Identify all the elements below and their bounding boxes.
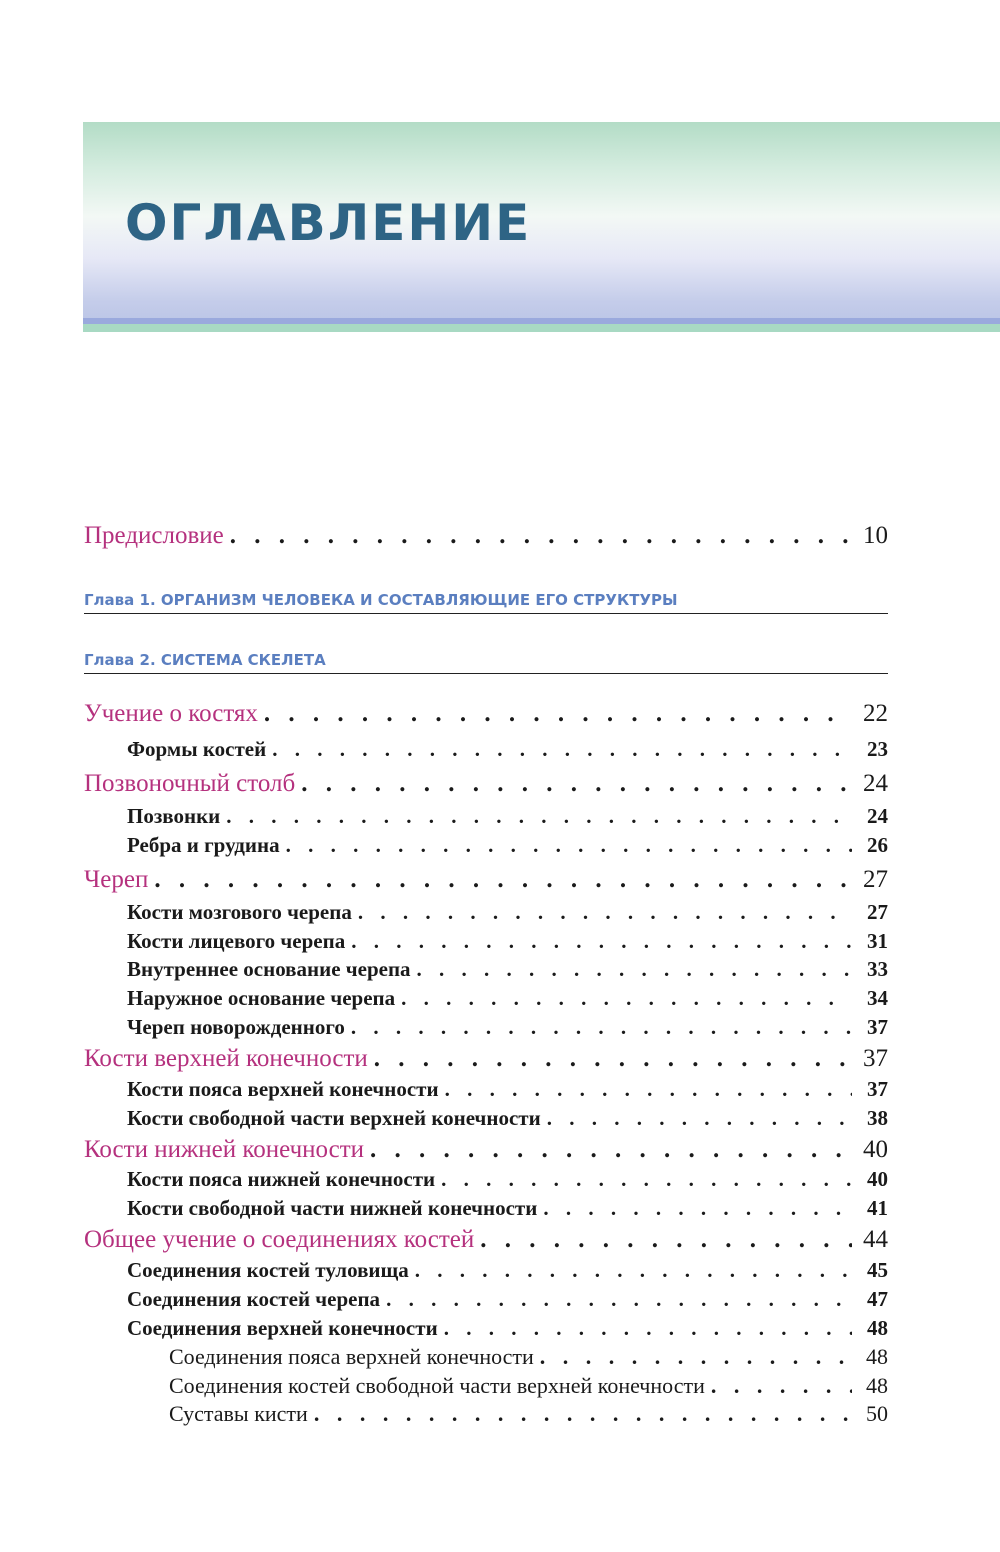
toc-entry[interactable] — [84, 1106, 888, 1131]
toc-entry-label: Соединения пояса верхней конечности — [169, 1344, 534, 1369]
banner-stripe-green — [83, 324, 1000, 332]
toc-entry[interactable] — [84, 1045, 888, 1073]
toc-entry-label: Череп новорожденного — [127, 1015, 345, 1039]
leader-dots — [264, 700, 852, 728]
leader-dots — [286, 833, 852, 858]
toc-entry-label: Формы костей — [127, 737, 267, 761]
toc-entry-label: Ребра и грудина — [127, 833, 280, 857]
toc-entry-label: Кости пояса верхней конечности — [127, 1077, 439, 1101]
toc-entry-label: Внутреннее основание черепа — [127, 957, 411, 981]
leader-dots — [445, 1077, 852, 1102]
toc-page-number: 10 — [863, 522, 888, 549]
toc-page-number: 41 — [867, 1196, 888, 1220]
chapter-heading-2[interactable]: Глава 2. СИСТЕМА СКЕЛЕТА — [84, 651, 888, 674]
toc-entry[interactable] — [84, 866, 888, 894]
toc-page-number: 50 — [866, 1401, 888, 1426]
toc-entry-label: Позвоночный столб — [84, 770, 296, 797]
toc-entry[interactable] — [84, 1344, 888, 1370]
toc-entry-label: Кости мозгового черепа — [127, 900, 352, 924]
toc-page-number: 48 — [867, 1316, 888, 1340]
toc-entry[interactable] — [84, 1196, 888, 1221]
toc-entry[interactable] — [84, 1401, 888, 1427]
toc-entry-label: Кости верхней конечности — [84, 1045, 368, 1072]
toc-entry-preface[interactable] — [84, 522, 888, 550]
leader-dots — [480, 1226, 852, 1254]
toc-entry[interactable] — [84, 833, 888, 858]
toc-page-number: 44 — [863, 1226, 888, 1253]
toc-page-number: 47 — [867, 1287, 888, 1311]
leader-dots — [351, 1015, 852, 1040]
toc-entry[interactable] — [84, 986, 888, 1011]
toc-entry[interactable] — [84, 1136, 888, 1164]
header-banner — [83, 122, 1000, 332]
toc-page-number: 33 — [867, 957, 888, 981]
leader-dots — [301, 770, 852, 798]
leader-dots — [547, 1106, 852, 1131]
toc-page-number: 31 — [867, 929, 888, 953]
toc-page-number: 23 — [867, 737, 888, 761]
toc-entry-label: Позвонки — [127, 804, 221, 828]
toc-entry[interactable] — [84, 804, 888, 829]
leader-dots — [154, 866, 852, 894]
toc-entry-label: Кости нижней конечности — [84, 1136, 365, 1163]
toc-entry[interactable] — [84, 957, 888, 982]
toc-entry-label: Соединения костей туловища — [127, 1258, 409, 1282]
toc-entry-label: Кости пояса нижней конечности — [127, 1167, 436, 1191]
leader-dots — [401, 986, 852, 1011]
toc-page-number: 37 — [863, 1045, 888, 1072]
toc-entry[interactable] — [84, 1373, 888, 1399]
toc-entry-label: Учение о костях — [84, 700, 258, 727]
leader-dots — [314, 1401, 852, 1427]
leader-dots — [272, 737, 852, 762]
toc-entry[interactable] — [84, 1077, 888, 1102]
toc-entry[interactable] — [84, 1287, 888, 1312]
toc-page-number: 40 — [867, 1167, 888, 1191]
toc-entry-label: Суставы кисти — [169, 1401, 308, 1426]
toc-entry[interactable] — [84, 929, 888, 954]
toc-page-number: 22 — [863, 700, 888, 727]
leader-dots — [711, 1373, 852, 1399]
toc-entry[interactable] — [84, 1015, 888, 1040]
leader-dots — [386, 1287, 852, 1312]
toc-entry[interactable] — [84, 700, 888, 728]
toc-entry-label: Соединения верхней конечности — [127, 1316, 438, 1340]
toc-page-number: 27 — [867, 900, 888, 924]
toc-page-number: 26 — [867, 833, 888, 857]
toc-entry[interactable] — [84, 900, 888, 925]
chapter-heading-1[interactable]: Глава 1. ОРГАНИЗМ ЧЕЛОВЕКА И СОСТАВЛЯЮЩИЕ ЕГО СТРУКТУРЫ — [84, 591, 888, 614]
toc-page-number: 45 — [867, 1258, 888, 1282]
leader-dots — [417, 957, 852, 982]
toc-page-number: 27 — [863, 866, 888, 893]
leader-dots — [230, 522, 852, 550]
toc-entry[interactable] — [84, 1258, 888, 1283]
toc-entry[interactable] — [84, 1167, 888, 1192]
toc-entry-label: Предисловие — [84, 522, 224, 549]
toc-entry[interactable] — [84, 1226, 888, 1254]
toc-page-number: 24 — [867, 804, 888, 828]
toc-entry-label: Череп — [84, 866, 149, 893]
toc-entry-label: Кости лицевого черепа — [127, 929, 346, 953]
toc-page-number: 34 — [867, 986, 888, 1010]
leader-dots — [374, 1045, 852, 1073]
toc-entry-label: Наружное основание черепа — [127, 986, 396, 1010]
toc-page-number: 37 — [867, 1077, 888, 1101]
leader-dots — [540, 1344, 852, 1370]
page-title: ОГЛАВЛЕНИЕ — [125, 194, 532, 252]
toc-page-number: 48 — [866, 1373, 888, 1398]
leader-dots — [351, 929, 852, 954]
toc-entry-label: Соединения костей черепа — [127, 1287, 381, 1311]
toc-entry-label: Соединения костей свободной части верхней конечности — [169, 1373, 705, 1398]
leader-dots — [444, 1316, 852, 1341]
toc-entry[interactable] — [84, 737, 888, 762]
toc-page-number: 48 — [866, 1344, 888, 1369]
toc-page-number: 37 — [867, 1015, 888, 1039]
toc-page-number: 40 — [863, 1136, 888, 1163]
leader-dots — [370, 1136, 852, 1164]
toc-entry[interactable] — [84, 770, 888, 798]
leader-dots — [441, 1167, 852, 1192]
leader-dots — [415, 1258, 852, 1283]
toc-entry-label: Общее учение о соединениях костей — [84, 1226, 475, 1253]
toc-page-number: 38 — [867, 1106, 888, 1130]
leader-dots — [543, 1196, 852, 1221]
toc-page-number: 24 — [863, 770, 888, 797]
toc-entry-label: Кости свободной части верхней конечности — [127, 1106, 541, 1130]
toc-entry[interactable] — [84, 1316, 888, 1341]
leader-dots — [226, 804, 852, 829]
leader-dots — [358, 900, 852, 925]
toc-entry-label: Кости свободной части нижней конечности — [127, 1196, 538, 1220]
